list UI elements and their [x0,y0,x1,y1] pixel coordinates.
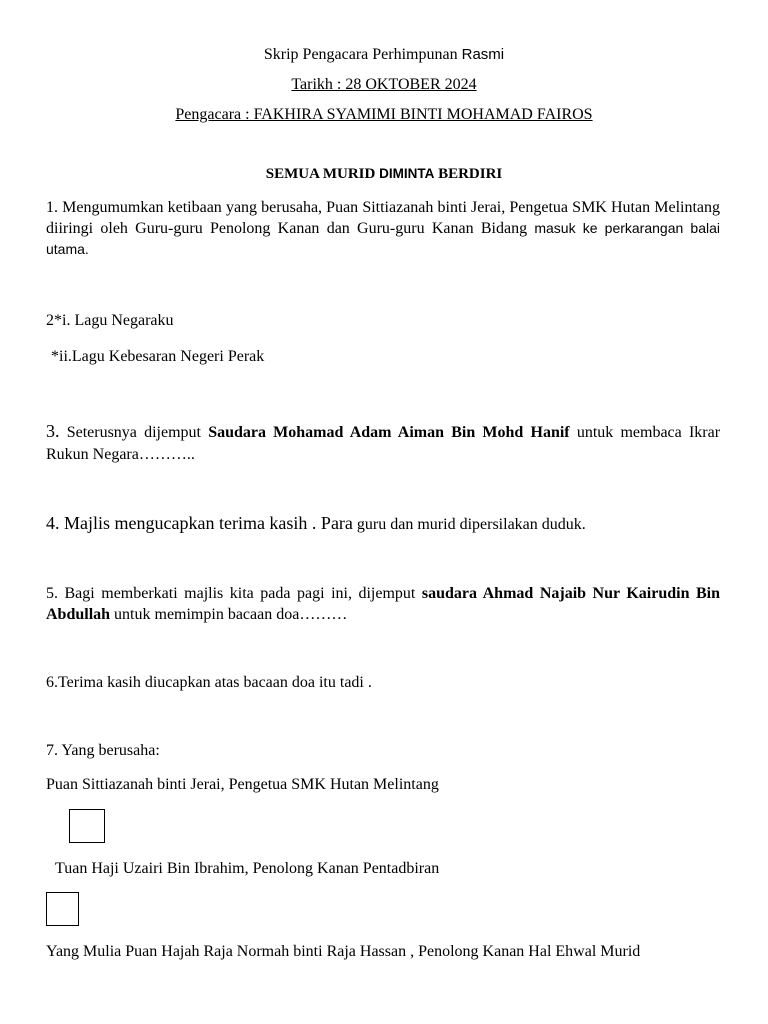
item-2-line-2: *ii.Lagu Kebesaran Negeri Perak [51,348,265,365]
date-text: Tarikh : 28 OKTOBER 2024 [291,76,477,93]
item-7-heading: 7. Yang berusaha: [46,742,160,759]
emcee-text: Pengacara : FAKHIRA SYAMIMI BINTI MOHAMAD FAIROS [175,106,593,123]
item-1-text: 1. Mengumumkan ketibaan yang berusaha, Puan Sittiazanah binti Jerai, Pengetua SMK Hutan Melintang diiringi oleh Guru-guru Penolong Kanan dan Guru-guru Kanan Bidang [46,199,720,237]
item-3-after: untuk membaca Ikrar Rukun Negara……….. [46,424,721,463]
item-4-large-text: 4. Majlis mengucapkan terima kasih . Para [46,513,353,533]
item-5-bold-name: saudara Ahmad Najaib Nur Kairudin Bin Abdullah [46,585,720,623]
item-1 [46,197,720,260]
script-title-tail: Rasmi [461,46,505,63]
item-3-number: 3. [46,421,60,441]
item-3-before: Seterusnya dijemput [66,424,201,441]
item-4-small-text: guru dan murid dipersilakan duduk. [356,516,586,533]
item-5-after: untuk memimpin bacaan doa……… [114,606,348,623]
stand-instruction-part2: DIMINTA [379,166,435,181]
item-4 [46,513,586,535]
item-3 [46,420,720,466]
emcee-line [0,105,768,125]
script-title-main: Skrip Pengacara Perhimpunan [263,46,458,63]
item-7-person-3: Yang Mulia Puan Hajah Raja Normah binti Raja Hassan , Penolong Kanan Hal Ehwal Murid [46,943,641,960]
item-7-person-1: Puan Sittiazanah binti Jerai, Pengetua SMK Hutan Melintang [46,776,439,793]
checkbox-square [46,892,79,926]
stand-instruction-part3: BERDIRI [438,166,503,182]
item-5 [46,583,720,625]
item-7-person-2: Tuan Haji Uzairi Bin Ibrahim, Penolong Kanan Pentadbiran [55,860,440,877]
item-1-text-tail: masuk ke perkarangan balai utama. [46,220,720,257]
script-title [0,45,768,65]
item-2-line-1: 2*i. Lagu Negaraku [46,312,174,329]
stand-instruction-part1: SEMUA MURID [265,166,376,182]
stand-instruction [0,164,768,184]
item-3-bold-name: Saudara Mohamad Adam Aiman Bin Mohd Hanif [208,424,570,441]
date-line [0,75,768,95]
item-6: 6.Terima kasih diucapkan atas bacaan doa itu tadi . [46,674,372,691]
item-5-before: 5. Bagi memberkati majlis kita pada pagi ini, dijemput [46,585,416,602]
checkbox-square [69,809,105,843]
